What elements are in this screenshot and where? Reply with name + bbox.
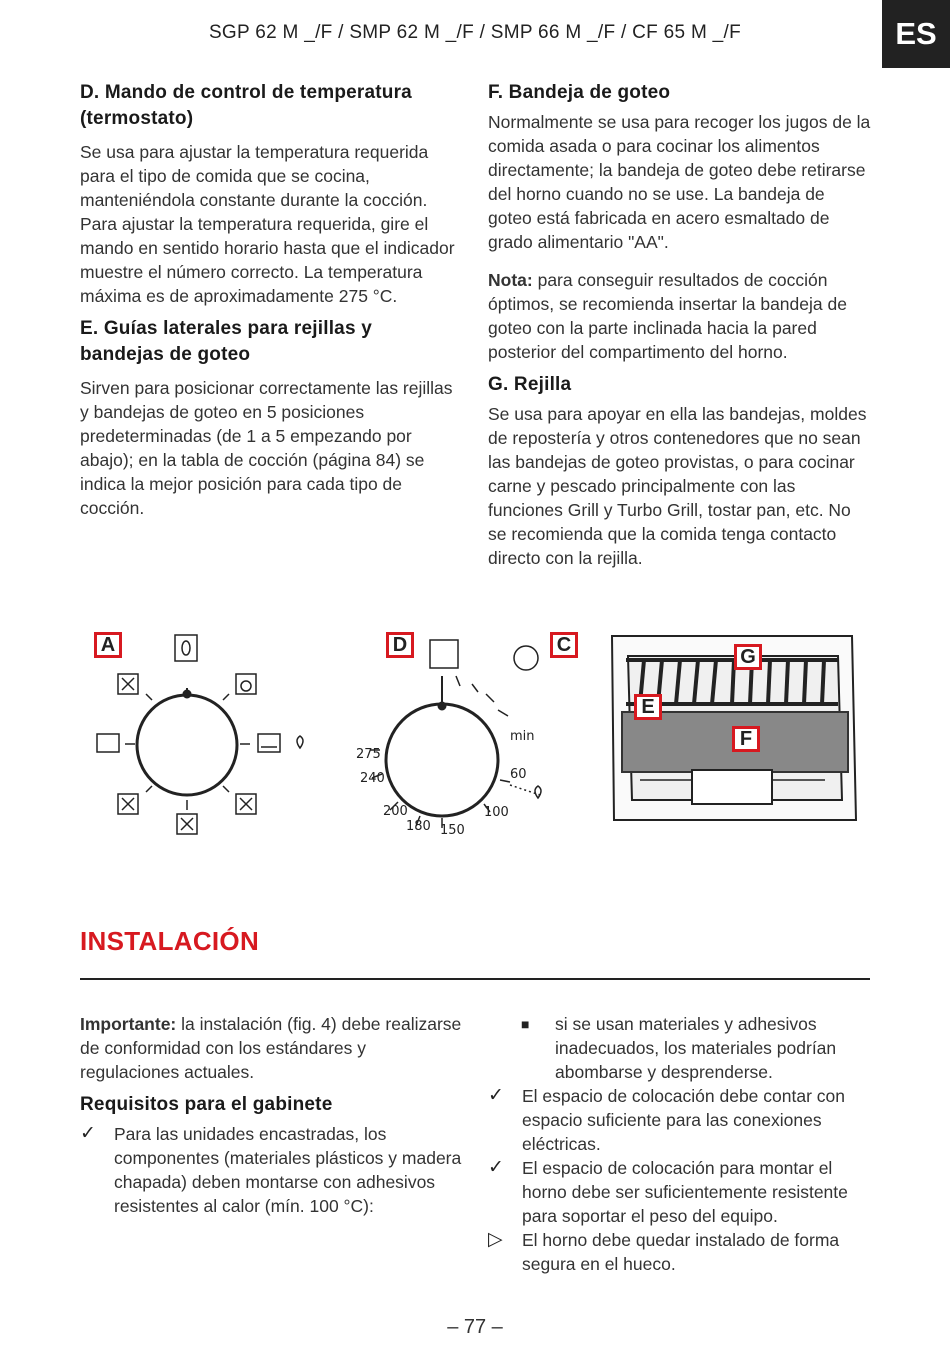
installation-title: INSTALACIÓN — [80, 926, 260, 956]
label-c: C — [550, 632, 578, 658]
important-label: Importante: — [80, 1014, 177, 1034]
list-item — [488, 1156, 873, 1228]
label-a: A — [94, 632, 122, 658]
temp-275: 275 — [356, 747, 381, 762]
oven-diagram — [80, 620, 880, 850]
install-right-column — [488, 1012, 873, 1276]
label-f: F — [732, 726, 760, 752]
check-icon: ✓ — [80, 1123, 96, 1144]
temp-200: 200 — [383, 804, 408, 819]
list-item — [488, 1228, 873, 1276]
square-bullet-icon: ■ — [521, 1016, 530, 1032]
requirements-title: Requisitos para el gabinete — [80, 1094, 333, 1115]
temp-min: min — [510, 729, 535, 744]
list-item-text: El horno debe quedar instalado de forma segura en el hueco. — [522, 1230, 840, 1274]
label-d: D — [386, 632, 414, 658]
label-e: E — [634, 694, 662, 720]
section-f-body: Normalmente se usa para recoger los jugos de la comida asada o para cocinar los alimentos directamente; la bandeja de goteo debe retirarse del horno cuando no se use. La bandeja de goteo está fabricada en acero esmaltado de grado alimentario "AA". — [488, 112, 871, 252]
list-item-text: si se usan materiales y adhesivos inadecuados, los materiales podrían abombarse y desprenderse. — [555, 1014, 837, 1082]
section-g-title: G. Rejilla — [488, 374, 572, 395]
triangle-icon: ▷ — [488, 1229, 503, 1250]
label-g: G — [734, 644, 762, 670]
install-left-column — [80, 1012, 465, 1218]
model-header: SGP 62 M _/F / SMP 62 M _/F / SMP 66 M _/F / CF 65 M _/F — [208, 22, 742, 43]
function-icons — [97, 635, 303, 834]
function-knob — [137, 688, 237, 795]
section-g-body: Se usa para apoyar en ella las bandejas, moldes de repostería y otros contenedores que no sean las bandejas de goteo provistas, o para cocinar carne y pescado principalmente con las funciones Grill y Turbo Grill, tostar pan, etc. No se recomienda que la comida tenga contacto directo con la rejilla. — [488, 404, 867, 568]
note-paragraph — [488, 268, 873, 364]
section-e-title: E. Guías laterales para rejillas y bandejas de goteo — [80, 318, 372, 365]
list-item-text: El espacio de colocación para montar el horno debe ser suficientemente resistente para soportar el peso del equipo. — [522, 1158, 848, 1226]
temp-150: 150 — [440, 823, 465, 838]
section-divider — [80, 978, 870, 980]
section-e-body: Sirven para posicionar correctamente las rejillas y bandejas de goteo en 5 posiciones predeterminadas (de 1 a 5 empezando por abajo); en la tabla de cocción (página 84) se indica la mejor posición para cada tipo de cocción. — [80, 378, 453, 518]
list-item-text: Para las unidades encastradas, los componentes (materiales plásticos y madera chapada) deben montarse con adhesivos resistentes al calor (mín. 100 °C): — [114, 1124, 462, 1216]
important-paragraph — [80, 1012, 465, 1084]
page-number: – 77 – — [447, 1316, 503, 1338]
language-badge: ES — [882, 0, 950, 68]
temp-60: 60 — [510, 767, 527, 782]
important-body: la instalación (fig. 4) debe realizarse de conformidad con los estándares y regulaciones actuales. — [80, 1014, 462, 1082]
temp-240: 240 — [360, 771, 385, 786]
section-f-title: F. Bandeja de goteo — [488, 82, 671, 103]
temp-180: 180 — [406, 819, 431, 834]
list-item — [488, 1084, 873, 1156]
note-label: Nota: — [488, 270, 533, 290]
list-item — [80, 1122, 465, 1218]
right-column — [488, 80, 873, 570]
list-item — [488, 1012, 873, 1084]
list-item-text: El espacio de colocación debe contar con espacio suficiente para las conexiones eléctricas. — [522, 1086, 845, 1154]
thermostat-knob — [386, 676, 498, 816]
section-d-title: D. Mando de control de temperatura (termostato) — [80, 82, 412, 129]
check-icon: ✓ — [488, 1157, 504, 1178]
check-icon: ✓ — [488, 1085, 504, 1106]
temp-100: 100 — [484, 805, 509, 820]
note-body: para conseguir resultados de cocción óptimos, se recomienda insertar la bandeja de goteo con la parte inclinada hacia la pared posterior del compartimento del horno. — [488, 270, 847, 362]
left-column — [80, 80, 460, 520]
section-d-body: Se usa para ajustar la temperatura requerida para el tipo de comida que se cocina, manteniéndola constante durante la cocción. Para ajustar la temperatura requerida, gire el mando en sentido horario hasta que el indicador muestre el número correcto. La temperatura máxima es de aproximadamente 275 °C. — [80, 142, 455, 306]
